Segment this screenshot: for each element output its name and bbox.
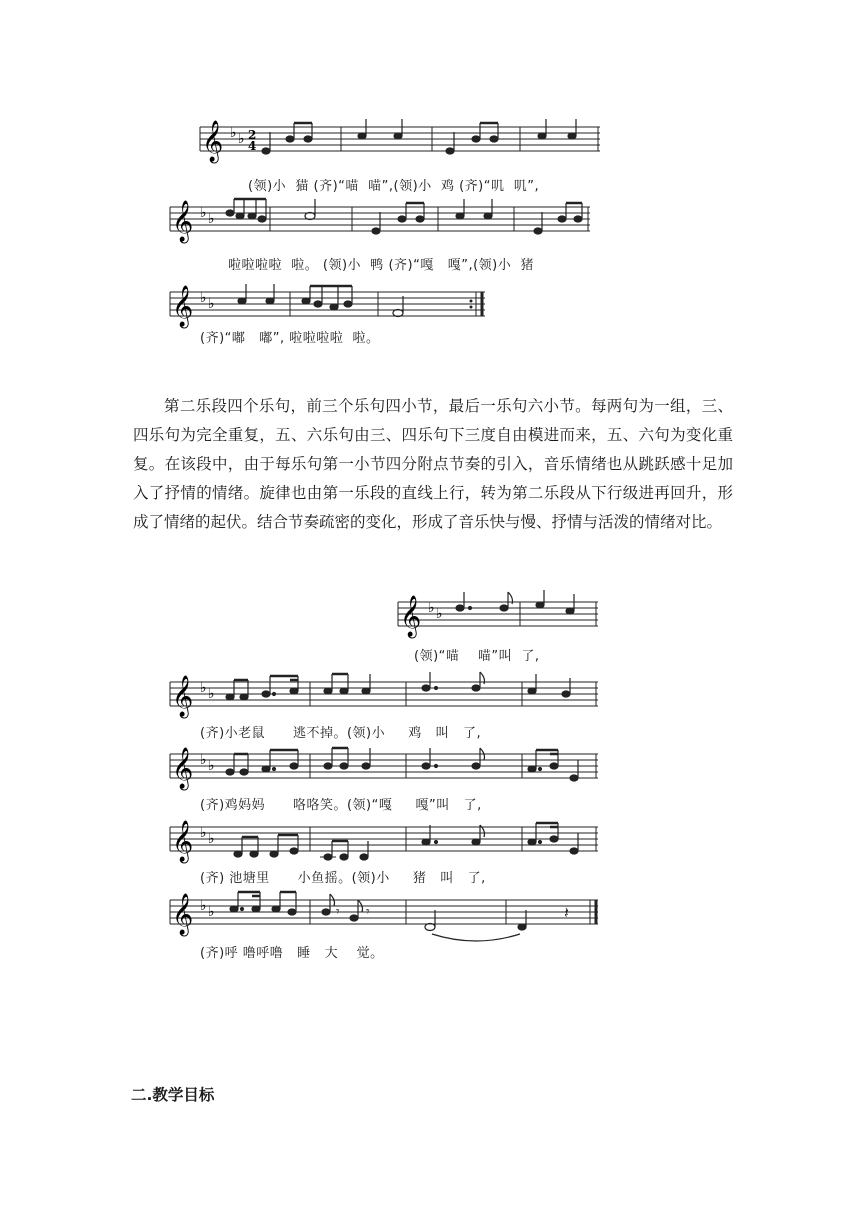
lyric-line-7: (齐) 池塘里 小鱼摇。(领)小 猪 叫 了, [200, 871, 486, 886]
score-line-7 [170, 815, 602, 870]
svg-text:𝄞: 𝄞 [400, 596, 422, 637]
score-line-8 [170, 888, 602, 948]
score-line-1 [200, 115, 605, 175]
lyric-line-1: (领)小 猫 (齐)“喵 喵”,(领)小 鸡 (齐)“叽 叽”, [248, 179, 540, 194]
svg-text:𝄾: 𝄾 [366, 904, 370, 920]
svg-text:♭: ♭ [200, 752, 207, 768]
svg-text:𝄽: 𝄽 [564, 903, 569, 922]
analysis-paragraph [133, 392, 733, 537]
section-heading: 二.教学目标 [131, 1086, 215, 1104]
lyric-line-6: (齐)鸡妈妈 咯咯笑。(领)“嘎 嘎”叫 了, [200, 798, 482, 813]
svg-text:♭: ♭ [200, 898, 207, 914]
svg-text:♭: ♭ [208, 211, 215, 227]
svg-text:𝄞: 𝄞 [202, 121, 224, 162]
svg-text:♭: ♭ [208, 686, 215, 702]
lyric-line-3: (齐)“嘟 嘟”, 啦啦啦啦 啦。 [200, 331, 380, 346]
lyric-line-2: 啦啦啦啦 啦。 (领)小 鸭 (齐)“嘎 嘎”,(领)小 猪 [228, 258, 534, 273]
svg-text:𝄞: 𝄞 [172, 894, 194, 935]
svg-text:𝄞: 𝄞 [172, 676, 194, 717]
svg-text:♭: ♭ [208, 904, 215, 920]
svg-text:♭: ♭ [428, 600, 435, 616]
score-line-5 [170, 670, 602, 725]
svg-text:𝄞: 𝄞 [172, 821, 194, 862]
lyric-line-4: (领)“喵 喵”叫 了, [414, 649, 540, 664]
svg-text:𝄞: 𝄞 [172, 286, 194, 327]
lyric-line-8: (齐)呼 噜呼噜 睡 大 觉。 [200, 946, 384, 961]
svg-text:𝄞: 𝄞 [172, 748, 194, 789]
svg-text:♭: ♭ [238, 131, 245, 147]
svg-text:2: 2 [248, 128, 257, 142]
lyric-line-5: (齐)小老鼠 逃不掉。(领)小 鸡 叫 了, [200, 726, 482, 741]
svg-text:♭: ♭ [200, 205, 207, 221]
svg-text:4: 4 [248, 139, 257, 153]
svg-text:𝄞: 𝄞 [172, 201, 194, 242]
svg-text:♭: ♭ [200, 290, 207, 306]
svg-text:♭: ♭ [208, 758, 215, 774]
paragraph-text: 第二乐段四个乐句，前三个乐句四小节，最后一乐句六小节。每两句为一组，三、四乐句为完全重复，五、六乐句由三、四乐句下三度自由模进而来，五、六句为变化重复。在该段中，由于每乐句第一小节四分附点节奏的引入，音乐情绪也从跳跃感十足加入了抒情的情绪。旋律也由第一乐段的直线上行，转为第二乐段从下行级进再回升，形成了情绪的起伏。结合节奏疏密的变化，形成了音乐快与慢、抒情与活泼的情绪对比。 [133, 397, 733, 531]
svg-text:♭: ♭ [200, 825, 207, 841]
svg-text:𝄾: 𝄾 [336, 904, 340, 920]
score-line-6 [170, 742, 602, 797]
svg-text:♭: ♭ [230, 125, 237, 141]
score-line-4 [398, 590, 603, 650]
svg-text:♭: ♭ [200, 680, 207, 696]
svg-text:♭: ♭ [208, 831, 215, 847]
svg-text:♭: ♭ [436, 606, 443, 622]
svg-text:♭: ♭ [208, 296, 215, 312]
score-line-2 [170, 195, 595, 255]
